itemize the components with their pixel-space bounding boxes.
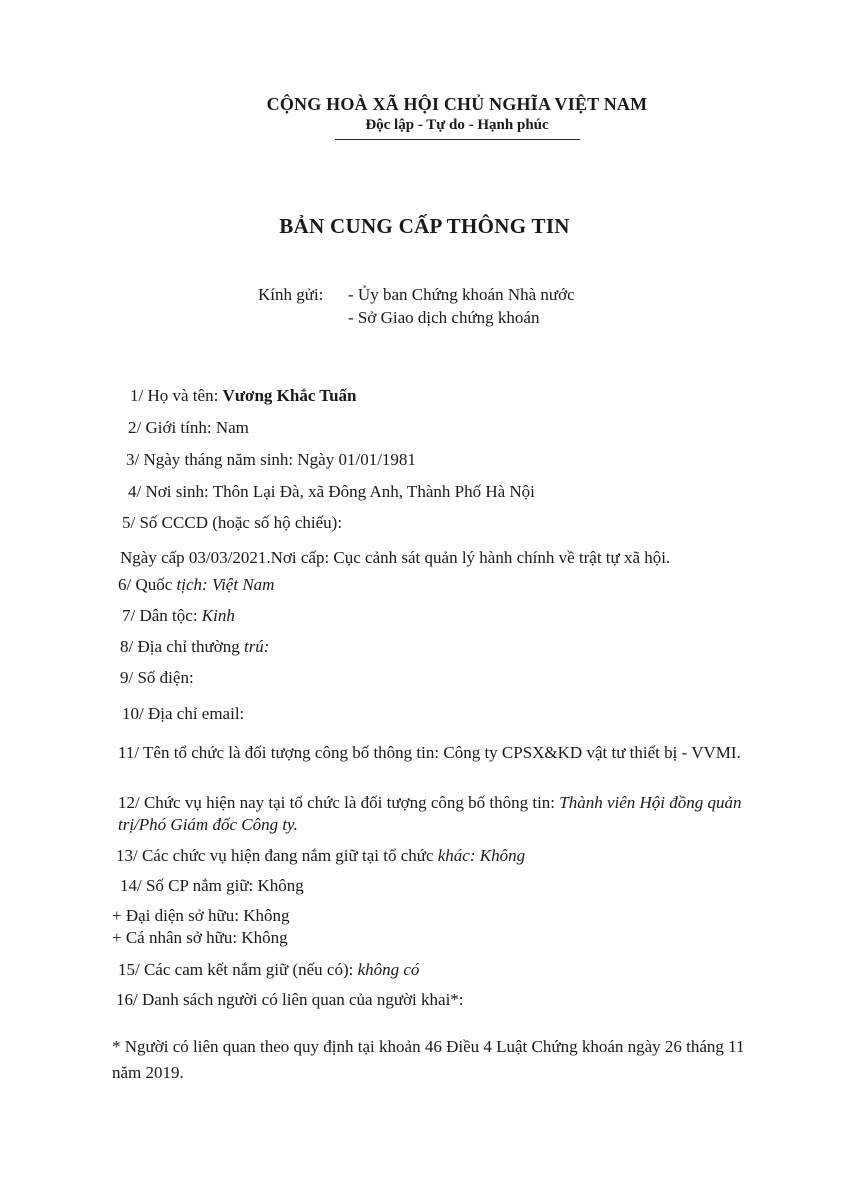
field-ethnicity-label: 7/ Dân tộc: xyxy=(122,606,202,625)
field-address-value: trú: xyxy=(243,637,270,656)
field-email: 10/ Địa chỉ email: xyxy=(122,704,245,723)
field-ethnicity xyxy=(122,606,235,626)
field-commitments-label: 15/ Các cam kết nắm giữ (nếu có): xyxy=(118,960,358,979)
field-nationality xyxy=(118,575,274,595)
national-header xyxy=(262,94,652,140)
field-personal-ownership: + Cá nhân sở hữu: Không xyxy=(112,928,288,947)
recipient-label: Kính gửi: xyxy=(258,285,324,304)
header-underline xyxy=(335,139,580,140)
field-name-value: Vương Khắc Tuấn xyxy=(222,386,357,405)
field-ethnicity-value: Kinh xyxy=(201,606,235,625)
field-name xyxy=(130,386,357,406)
field-related-persons: 16/ Danh sách người có liên quan của người khai*: xyxy=(116,990,464,1009)
field-commitments xyxy=(118,960,419,980)
field-position-value: Thành viên Hội đồng quản trị/Phó Giám đốc Công ty. xyxy=(118,793,742,834)
recipient-line-1: - Ủy ban Chứng khoán Nhà nước xyxy=(348,285,575,304)
field-organization: 11/ Tên tổ chức là đối tượng công bố thông tin: Công ty CPSX&KD vật tư thiết bị - VVMI. xyxy=(118,743,741,762)
field-phone: 9/ Số điện: xyxy=(120,668,194,687)
footnote: * Người có liên quan theo quy định tại khoản 46 Điều 4 Luật Chứng khoán ngày 26 tháng 11 năm 2019. xyxy=(112,1037,745,1082)
field-commitments-value: không có xyxy=(357,960,420,979)
document-title: BẢN CUNG CẤP THÔNG TIN xyxy=(279,214,570,238)
field-other-positions-value: khác: Không xyxy=(437,846,526,865)
field-birthplace: 4/ Nơi sinh: Thôn Lại Đà, xã Đông Anh, Thành Phố Hà Nội xyxy=(128,482,535,501)
field-nationality-label: 6/ Quốc xyxy=(118,575,177,594)
national-motto: Độc lập - Tự do - Hạnh phúc xyxy=(365,117,549,133)
field-address-label: 8/ Địa chỉ thường xyxy=(120,637,244,656)
field-name-label: 1/ Họ và tên: xyxy=(130,386,223,405)
field-nationality-value: tịch: Việt Nam xyxy=(176,575,275,594)
field-representative-ownership: + Đại diện sở hữu: Không xyxy=(112,906,290,925)
field-other-positions xyxy=(116,846,525,866)
field-id: 5/ Số CCCD (hoặc số hộ chiếu): xyxy=(122,513,343,532)
recipient-block xyxy=(258,283,575,329)
field-id-issue: Ngày cấp 03/03/2021.Nơi cấp: Cục cảnh sát quản lý hành chính về trật tự xã hội. xyxy=(120,548,671,567)
nation-name: CỘNG HOÀ XÃ HỘI CHỦ NGHĨA VIỆT NAM xyxy=(266,94,648,114)
field-other-positions-label: 13/ Các chức vụ hiện đang nắm giữ tại tổ chức xyxy=(116,846,438,865)
field-dob: 3/ Ngày tháng năm sinh: Ngày 01/01/1981 xyxy=(126,450,416,469)
field-address xyxy=(120,637,269,657)
field-position xyxy=(118,792,768,836)
field-gender: 2/ Giới tính: Nam xyxy=(128,418,249,437)
field-shares: 14/ Số CP nắm giữ: Không xyxy=(120,876,304,895)
field-position-label: 12/ Chức vụ hiện nay tại tổ chức là đối tượng công bố thông tin: xyxy=(118,793,560,812)
recipient-line-2: - Sở Giao dịch chứng khoán xyxy=(348,308,540,327)
